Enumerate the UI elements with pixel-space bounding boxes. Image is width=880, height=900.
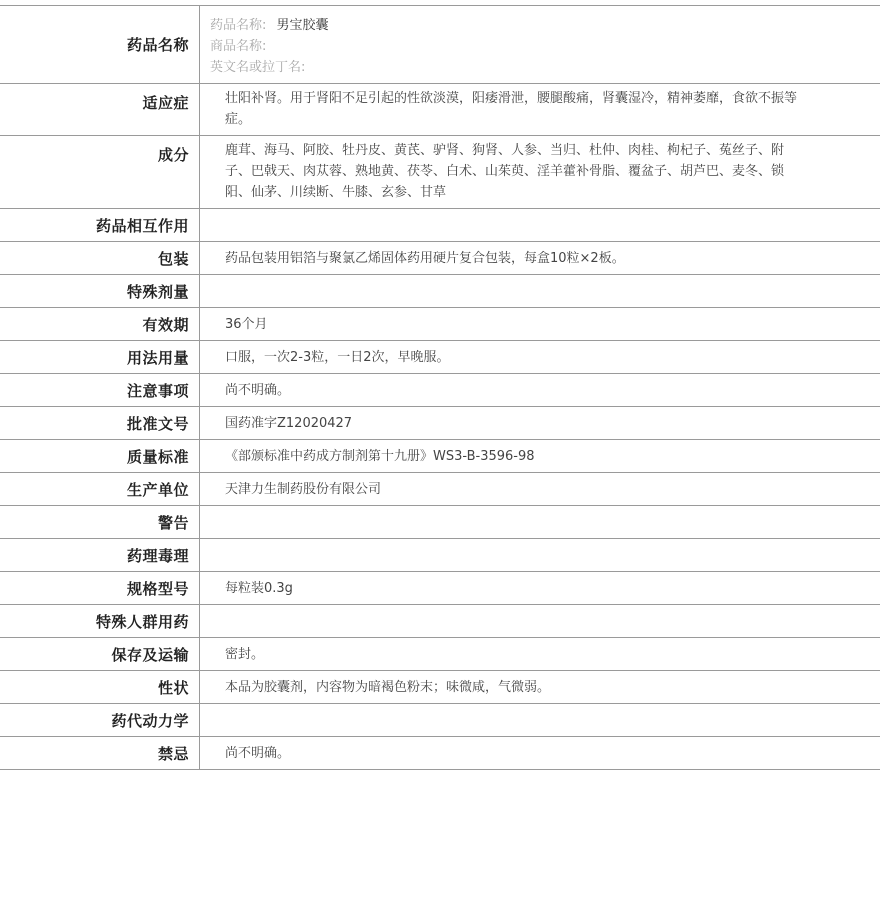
row-value-storage: 密封。 [225,646,265,662]
row-label-packaging: 包装 [0,242,200,274]
row-label-contraindications: 禁忌 [0,737,200,769]
row-label-appearance: 性状 [0,671,200,703]
row-label-pharmacokinetics: 药代动力学 [0,704,200,736]
row-label-drug-name: 药品名称 [0,6,200,83]
row-quality-standard [0,440,880,473]
drug-info-table [0,5,880,770]
row-packaging [0,242,880,275]
row-value-appearance: 本品为胶囊剂，内容物为暗褐色粉末；味微咸，气微弱。 [225,679,551,695]
row-ingredients [0,136,880,209]
row-interactions [0,209,880,242]
trade-name-label: 商品名称: [210,39,267,54]
row-value-interactions [200,209,880,241]
row-label-usage-dosage: 用法用量 [0,341,200,373]
row-value-packaging: 药品包装用铝箔与聚氯乙烯固体药用硬片复合包装，每盒10粒×2板。 [225,250,625,266]
generic-name-line [210,15,329,36]
trade-name-line [210,36,329,57]
row-value-shelf-life: 36个月 [225,316,268,332]
row-value-contraindications: 尚不明确。 [225,745,291,761]
row-special-population [0,605,880,638]
row-value-specification: 每粒装0.3g [225,580,293,596]
row-pharmacokinetics [0,704,880,737]
row-manufacturer [0,473,880,506]
row-value-manufacturer: 天津力生制药股份有限公司 [225,481,382,497]
row-value-indications: 壮阳补肾。用于肾阳不足引起的性欲淡漠，阳痿滑泄，腰腿酸痛，肾囊湿冷，精神萎靡，食欲不振等症。 [225,91,798,127]
row-pharmacology [0,539,880,572]
row-label-pharmacology: 药理毒理 [0,539,200,571]
row-label-quality-standard: 质量标准 [0,440,200,472]
row-value-pharmacology [200,539,880,571]
row-label-storage: 保存及运输 [0,638,200,670]
row-value-special-population [200,605,880,637]
row-special-dosage [0,275,880,308]
row-contraindications [0,737,880,770]
row-label-manufacturer: 生产单位 [0,473,200,505]
row-label-special-population: 特殊人群用药 [0,605,200,637]
row-value-usage-dosage: 口服，一次2-3粒，一日2次，早晚服。 [225,349,450,365]
row-value-ingredients: 鹿茸、海马、阿胶、牡丹皮、黄芪、驴肾、狗肾、人参、当归、杜仲、肉桂、枸杞子、菟丝子、附子、巴戟天、肉苁蓉、熟地黄、茯苓、白术、山茱萸、淫羊藿补骨脂、覆盆子、胡芦巴、麦冬、锁阳、仙茅、川续断、牛膝、玄参、甘草 [225,143,785,200]
row-label-indications: 适应症 [0,84,200,135]
row-warning [0,506,880,539]
generic-name-value: 男宝胶囊 [276,18,329,33]
row-label-approval-number: 批准文号 [0,407,200,439]
row-indications [0,84,880,136]
generic-name-label: 药品名称: [210,18,267,33]
row-value-precautions: 尚不明确。 [225,382,291,398]
row-label-special-dosage: 特殊剂量 [0,275,200,307]
row-value-special-dosage [200,275,880,307]
row-specification [0,572,880,605]
latin-name-label: 英文名或拉丁名: [210,60,306,75]
row-label-interactions: 药品相互作用 [0,209,200,241]
row-value-warning [200,506,880,538]
row-shelf-life [0,308,880,341]
row-label-ingredients: 成分 [0,136,200,208]
row-label-warning: 警告 [0,506,200,538]
row-storage [0,638,880,671]
row-value-approval-number: 国药准字Z12020427 [225,415,353,431]
row-usage-dosage [0,341,880,374]
row-label-precautions: 注意事项 [0,374,200,406]
row-approval-number [0,407,880,440]
drug-name-block [200,6,339,83]
row-label-specification: 规格型号 [0,572,200,604]
latin-name-line [210,57,329,78]
row-value-pharmacokinetics [200,704,880,736]
row-appearance [0,671,880,704]
row-drug-name [0,6,880,84]
row-value-quality-standard: 《部颁标准中药成方制剂第十九册》WS3-B-3596-98 [225,448,535,464]
row-precautions [0,374,880,407]
row-label-shelf-life: 有效期 [0,308,200,340]
